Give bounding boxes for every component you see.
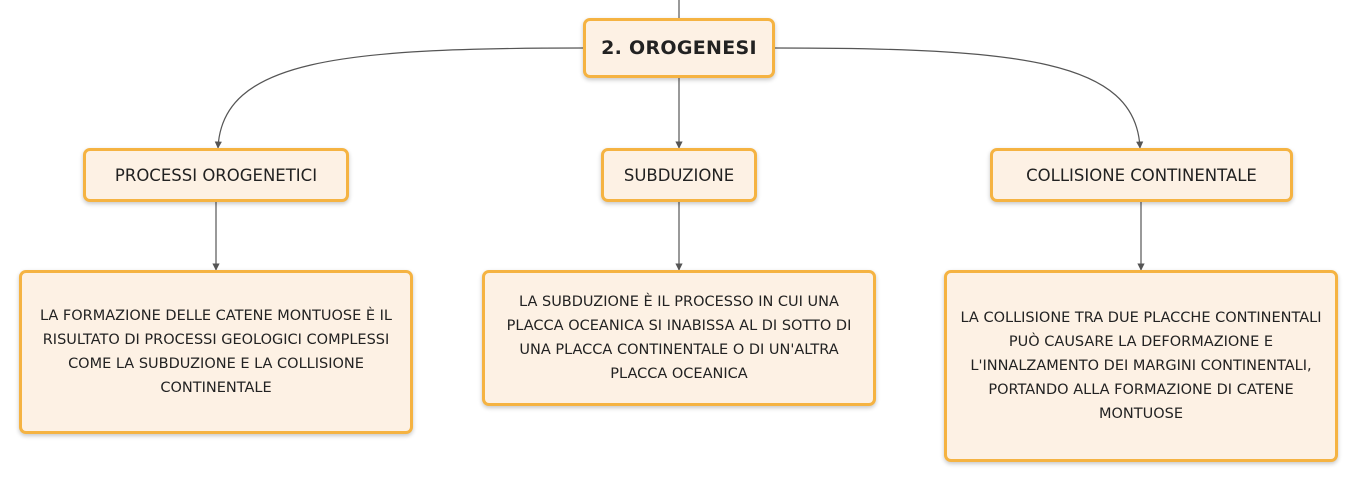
- topic-node-label: COLLISIONE CONTINENTALE: [1026, 165, 1257, 185]
- detail-node-processi-orogenetici[interactable]: [19, 270, 413, 434]
- topic-node-collisione-continentale[interactable]: [990, 148, 1293, 202]
- detail-node-text: LA COLLISIONE TRA DUE PLACCHE CONTINENTALI PUÒ CAUSARE LA DEFORMAZIONE E L'INNALZAMENTO DEI MARGINI CONTINENTALI, PORTANDO ALLA FORMAZIONE DI CATENE MONTUOSE: [960, 310, 1322, 422]
- detail-node-collisione-continentale[interactable]: [944, 270, 1338, 462]
- connector-root-to-collisione: [775, 48, 1140, 148]
- connector-root-to-processi: [218, 48, 583, 148]
- root-node-orogenesi[interactable]: [583, 18, 775, 78]
- topic-node-subduzione[interactable]: [601, 148, 757, 202]
- topic-node-label: PROCESSI OROGENETICI: [114, 165, 318, 185]
- topic-node-processi-orogenetici[interactable]: [83, 148, 349, 202]
- detail-node-subduzione[interactable]: [482, 270, 876, 406]
- topic-node-label: SUBDUZIONE: [623, 165, 735, 185]
- root-node-label: 2. OROGENESI: [601, 37, 757, 59]
- detail-node-text: LA SUBDUZIONE È IL PROCESSO IN CUI UNA PLACCA OCEANICA SI INABISSA AL DI SOTTO DI UNA PLACCA CONTINENTALE O DI UN'ALTRA PLACCA OCEANICA: [506, 294, 852, 382]
- detail-node-text: LA FORMAZIONE DELLE CATENE MONTUOSE È IL RISULTATO DI PROCESSI GEOLOGICI COMPLESSI COME LA SUBDUZIONE E LA COLLISIONE CONTINENTALE: [39, 308, 392, 396]
